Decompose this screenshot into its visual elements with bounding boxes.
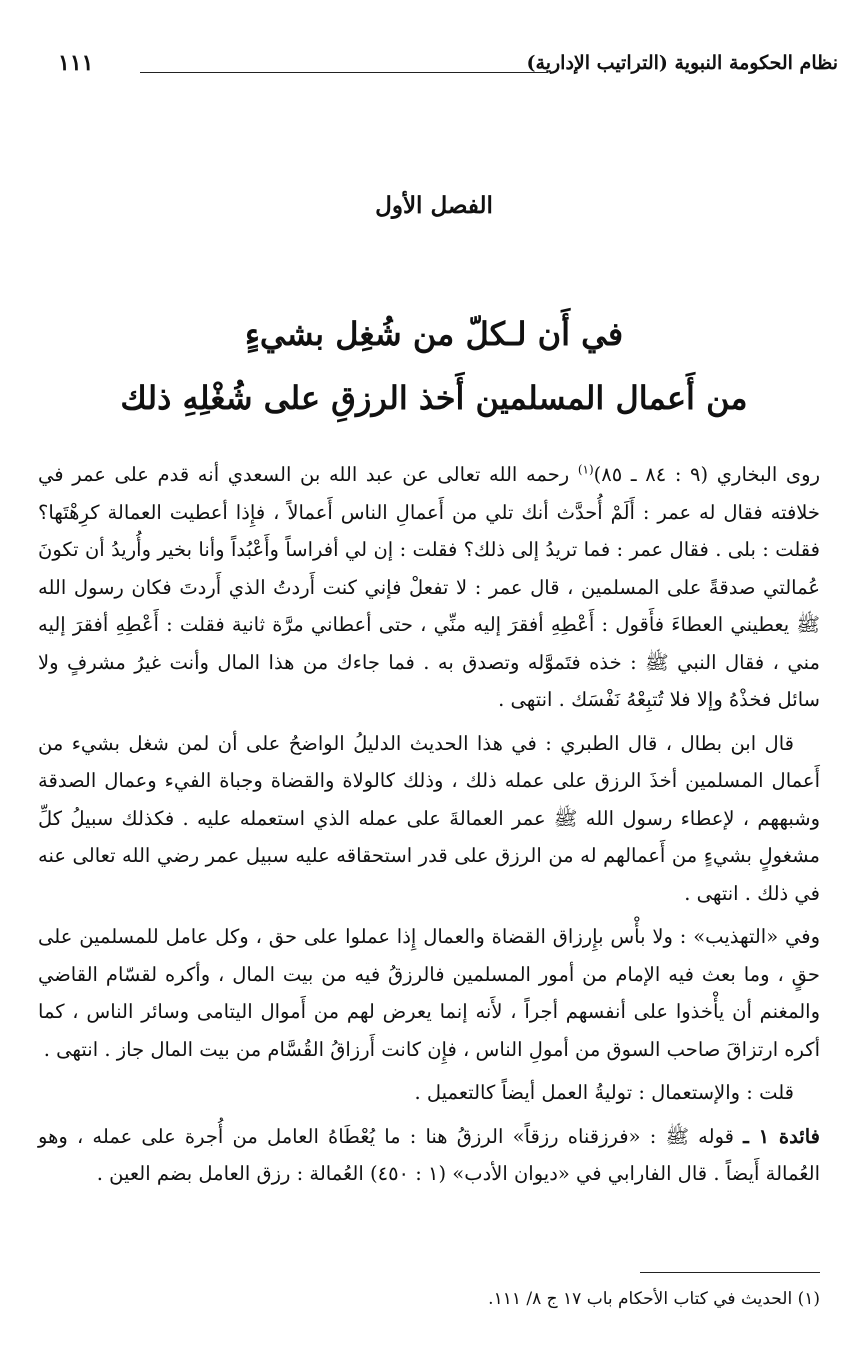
paragraph-bukhari-text: رحمه الله تعالى عن عبد الله بن السعدي أنه قدم على عمر في خلافته فقال له عمر : أَلَمْ أُحدَّث أنك تلي من أَعمالِ الناس أَعمالاً ، فإِذا أعطيت العمالة كرِهْتَها؟ فقلت : بلى . فقال عمر : فما تريدُ إلى ذلك؟ فقلت : إن لي أفراساً وأَعْبُداً وأنا بخير وأُريدُ أن تكونَ عُمالتي صدقةً على المسلمين ، قال عمر : لا تفعلْ فإني كنت أَردتُ الذي أَردتَ فكان رسول الله ﷺ يعطيني العطاءَ فأَقول : أَعْطِهِ أفقرَ إليه منِّي ، حتى أعطاني مرَّة ثانية فقلت : أَعْطِهِ أفقرَ إليه مني ، فقال النبي ﷺ : خذه فتَموَّله وتصدق به . فما جاءك من هذا المال وأنت غيرُ مشرفٍ ولا سائل فخذْهُ وإلا فلا تُتبِعْهُ نَفْسَك . انتهى . [38,463,820,711]
paragraph-bukhari [38,456,820,719]
paragraph-author-note: قلت : والإستعمال : توليةُ العمل أيضاً كالتعميل . [414,1081,794,1104]
running-header [38,52,838,86]
section-title [40,302,828,430]
footnote-ref: (١) [577,462,594,477]
body-text [38,456,820,1199]
benefit-label: فائدة ١ ـ [743,1124,820,1148]
header-rule [140,72,548,73]
page-number: ١١١ [58,50,94,76]
chapter-title: الفصل الأول [375,192,493,219]
running-header-title: نظام الحكومة النبوية (التراتيب الإدارية) [526,52,838,74]
paragraph-bukhari-opening: روى البخاري (٩ : ٨٤ ـ ٨٥) [593,463,820,486]
section-title-line-1: في أَن لـكلّ من شُغِل بشيءٍ [244,315,624,353]
paragraph-benefit [38,1118,820,1193]
benefit-text: قوله ﷺ : «فرزقناه رزقاً» الرزقُ هنا : ما يُعْطَاهُ العامل من أُجرة على عمله ، وهو العُمالة أَيضاً . قال الفارابي في «ديوان الأدب» (١ : ٤٥٠) العُمالة : رزق العامل بضم العين . [38,1124,820,1185]
paragraph-ibn-battal: قال ابن بطال ، قال الطبري : في هذا الحديث الدليلُ الواضحُ على أن لمن شغل بشيء من أَعمال المسلمين أخذَ الرزق على عمله ذلك ، وذلك كالولاة والقضاة وجباة الفيء وعمال الصدقة وشبههم ، لإعطاء رسول الله ﷺ عمر العمالةَ على عمله الذي استعمله عليه . فكذلك سبيلُ كلِّ مشغولٍ بشيءٍ من أَعمالهم له من الرزق على قدر استحقاقه عليه سبيل عمر رضي الله تعالى عنه في ذلك . انتهى . [38,731,820,905]
footnote: (١) الحديث في كتاب الأحكام باب ١٧ ج ٨/ ١١١. [488,1289,820,1309]
paragraph-tahdhib: وفي «التهذيب» : ولا بأْس بإِرزاق القضاة والعمال إِذا عملوا على حق ، وكل عامل للمسلمين على حقٍ ، وما بعث فيه الإمام من أمور المسلمين فالرزقُ فيه من بيت المال ، وأكره لقسّام القاضي والمغنم أن يأْخذوا على أنفسهم أجراً ، لأَنه إنما يعرض لهم من أَموال اليتامى وسائر الناس ، كما أكره ارتزاقَ صاحب السوق من أمولِ الناس ، فإِن كانت أَرزاقُ القُسَّام من بيت المال جاز . انتهى . [38,925,820,1061]
footnote-rule [640,1272,820,1273]
section-title-line-2: من أَعمال المسلمين أَخذ الرزقِ على شُغْلِهِ ذلك [120,379,748,417]
